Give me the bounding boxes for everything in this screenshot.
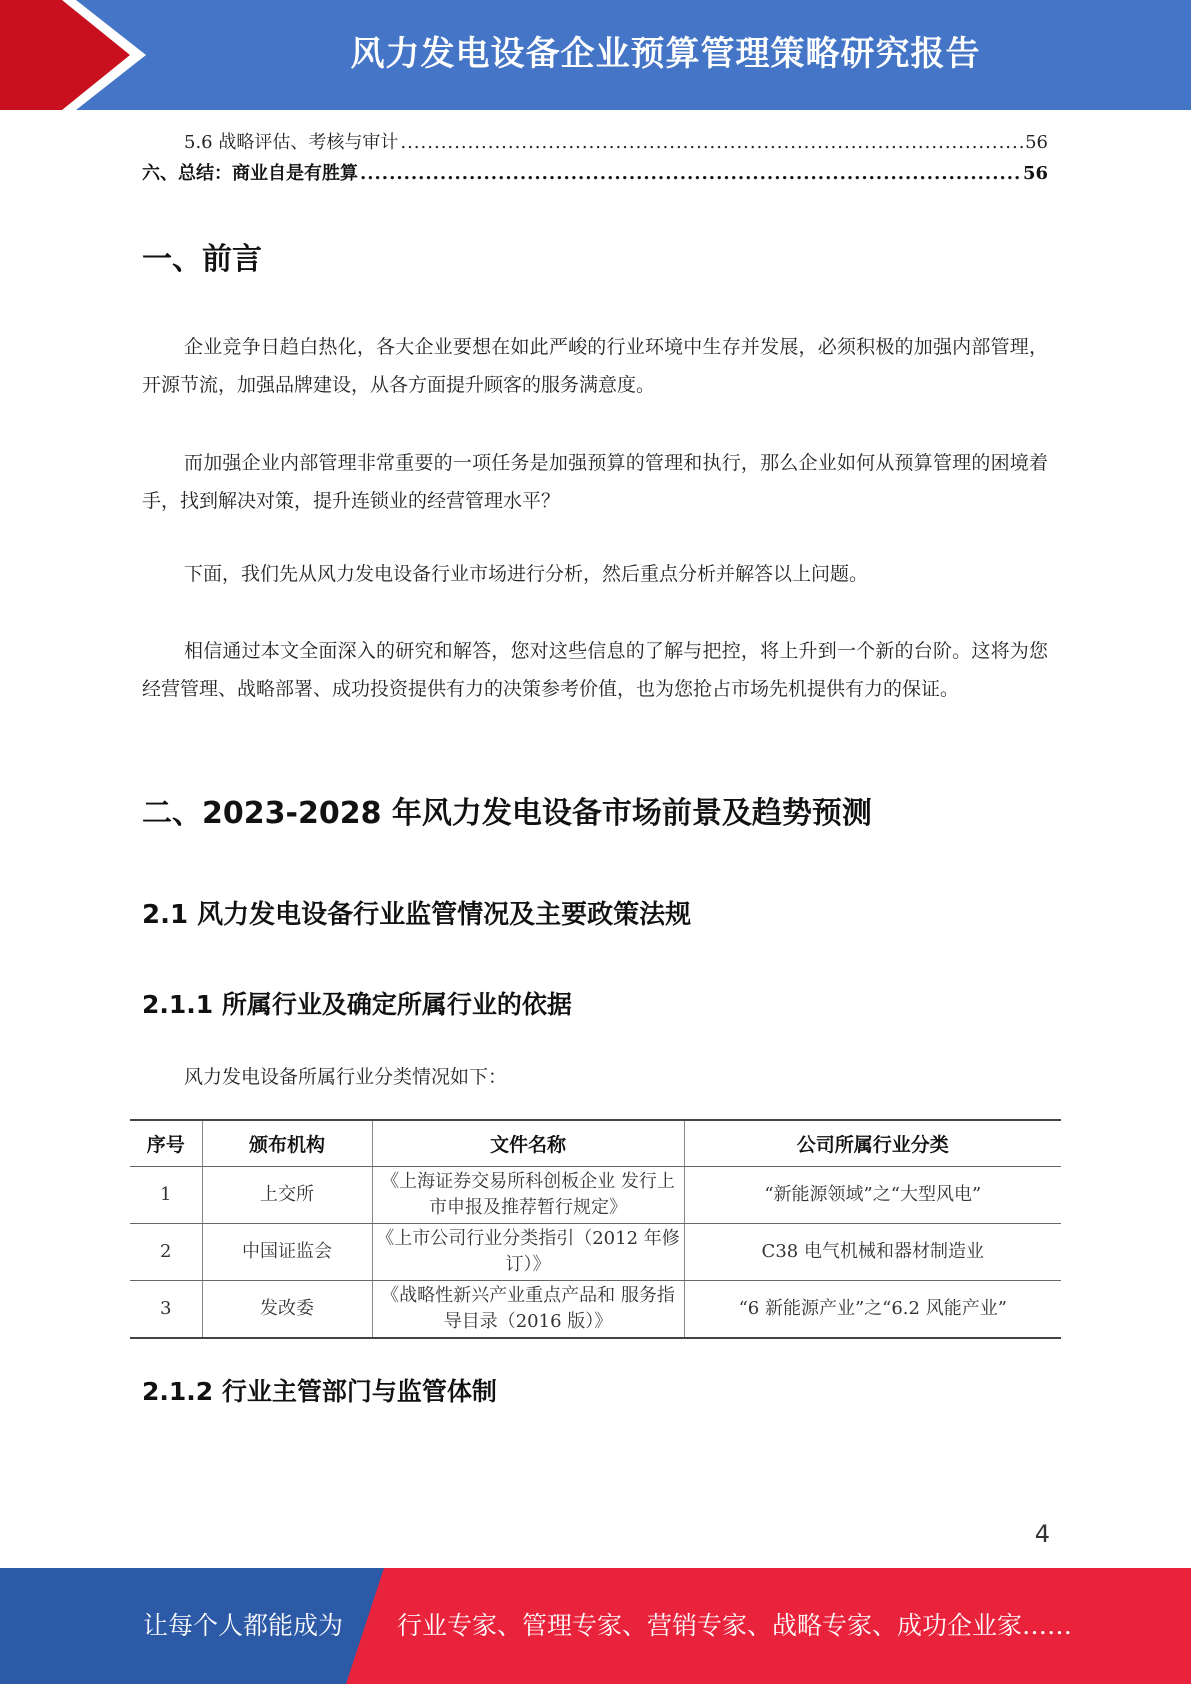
forecast-heading: 二、2023-2028 年风力发电设备市场前景及趋势预测 bbox=[142, 796, 872, 831]
chevron-arrow-icon bbox=[0, 0, 160, 110]
column-header: 文件名称 bbox=[372, 1120, 684, 1167]
table-cell: 上交所 bbox=[202, 1167, 372, 1224]
column-header: 颁布机构 bbox=[202, 1120, 372, 1167]
report-title: 风力发电设备企业预算管理策略研究报告 bbox=[350, 34, 981, 74]
page-number: 4 bbox=[1034, 1520, 1050, 1548]
table-cell: “新能源领域”之“大型风电” bbox=[684, 1167, 1061, 1224]
table-cell: C38 电气机械和器材制造业 bbox=[684, 1224, 1061, 1281]
toc-leader-dots bbox=[400, 130, 1023, 156]
table-row bbox=[130, 1167, 1061, 1224]
toc-entry[interactable] bbox=[142, 161, 1048, 187]
table-cell: “6 新能源产业”之“6.2 风能产业” bbox=[684, 1281, 1061, 1339]
header-banner bbox=[0, 0, 1191, 110]
table-cell: 3 bbox=[130, 1281, 202, 1339]
preface-paragraph: 而加强企业内部管理非常重要的一项任务是加强预算的管理和执行，那么企业如何从预算管理的困境着手，找到解决对策，提升连锁业的经营管理水平？ bbox=[142, 452, 1048, 512]
table-intro-text: 风力发电设备所属行业分类情况如下： bbox=[184, 1066, 508, 1088]
footer-slogan-left: 让每个人都能成为 bbox=[143, 1611, 344, 1640]
column-header: 公司所属行业分类 bbox=[684, 1120, 1061, 1167]
column-header: 序号 bbox=[130, 1120, 202, 1167]
preface-paragraph: 企业竞争日趋白热化，各大企业要想在如此严峻的行业环境中生存并发展，必须积极的加强内部管理，开源节流，加强品牌建设，从各方面提升顾客的服务满意度。 bbox=[142, 336, 1048, 396]
preface-heading: 一、前言 bbox=[142, 242, 262, 277]
footer-slogan-right: 行业专家、管理专家、营销专家、战略专家、成功企业家…… bbox=[397, 1611, 1073, 1640]
table-cell: 1 bbox=[130, 1167, 202, 1224]
table-cell: 2 bbox=[130, 1224, 202, 1281]
toc-entry-page: 56 bbox=[1022, 163, 1048, 184]
table-row bbox=[130, 1281, 1061, 1339]
table-cell: 《上市公司行业分类指引（2012 年修订）》 bbox=[372, 1224, 684, 1281]
toc-leader-dots bbox=[360, 161, 1021, 187]
toc-entry[interactable] bbox=[184, 130, 1048, 156]
table-row bbox=[130, 1224, 1061, 1281]
table-cell: 中国证监会 bbox=[202, 1224, 372, 1281]
preface-paragraph: 下面，我们先从风力发电设备行业市场进行分析，然后重点分析并解答以上问题。 bbox=[184, 563, 869, 585]
table-cell: 《上海证券交易所科创板企业 发行上市申报及推荐暂行规定》 bbox=[372, 1167, 684, 1224]
table-cell: 《战略性新兴产业重点产品和 服务指导目录（2016 版）》 bbox=[372, 1281, 684, 1339]
preface-paragraph: 相信通过本文全面深入的研究和解答，您对这些信息的了解与把控，将上升到一个新的台阶。这将为您经营管理、战略部署、成功投资提供有力的决策参考价值，也为您抢占市场先机提供有力的保证。 bbox=[142, 640, 1048, 700]
toc-entry-label: 5.6 战略评估、考核与审计 bbox=[184, 132, 399, 153]
table-header-row bbox=[130, 1120, 1061, 1167]
toc-entry-page: 56 bbox=[1025, 132, 1048, 153]
section-2-1-1-heading: 2.1.1 所属行业及确定所属行业的依据 bbox=[142, 990, 572, 1019]
toc-entry-label: 六、总结：商业自是有胜算 bbox=[142, 163, 358, 184]
footer-banner bbox=[0, 1568, 1191, 1684]
industry-classification-table bbox=[130, 1119, 1061, 1339]
section-2-1-2-heading: 2.1.2 行业主管部门与监管体制 bbox=[142, 1377, 497, 1406]
section-2-1-heading: 2.1 风力发电设备行业监管情况及主要政策法规 bbox=[142, 900, 692, 930]
table-cell: 发改委 bbox=[202, 1281, 372, 1339]
